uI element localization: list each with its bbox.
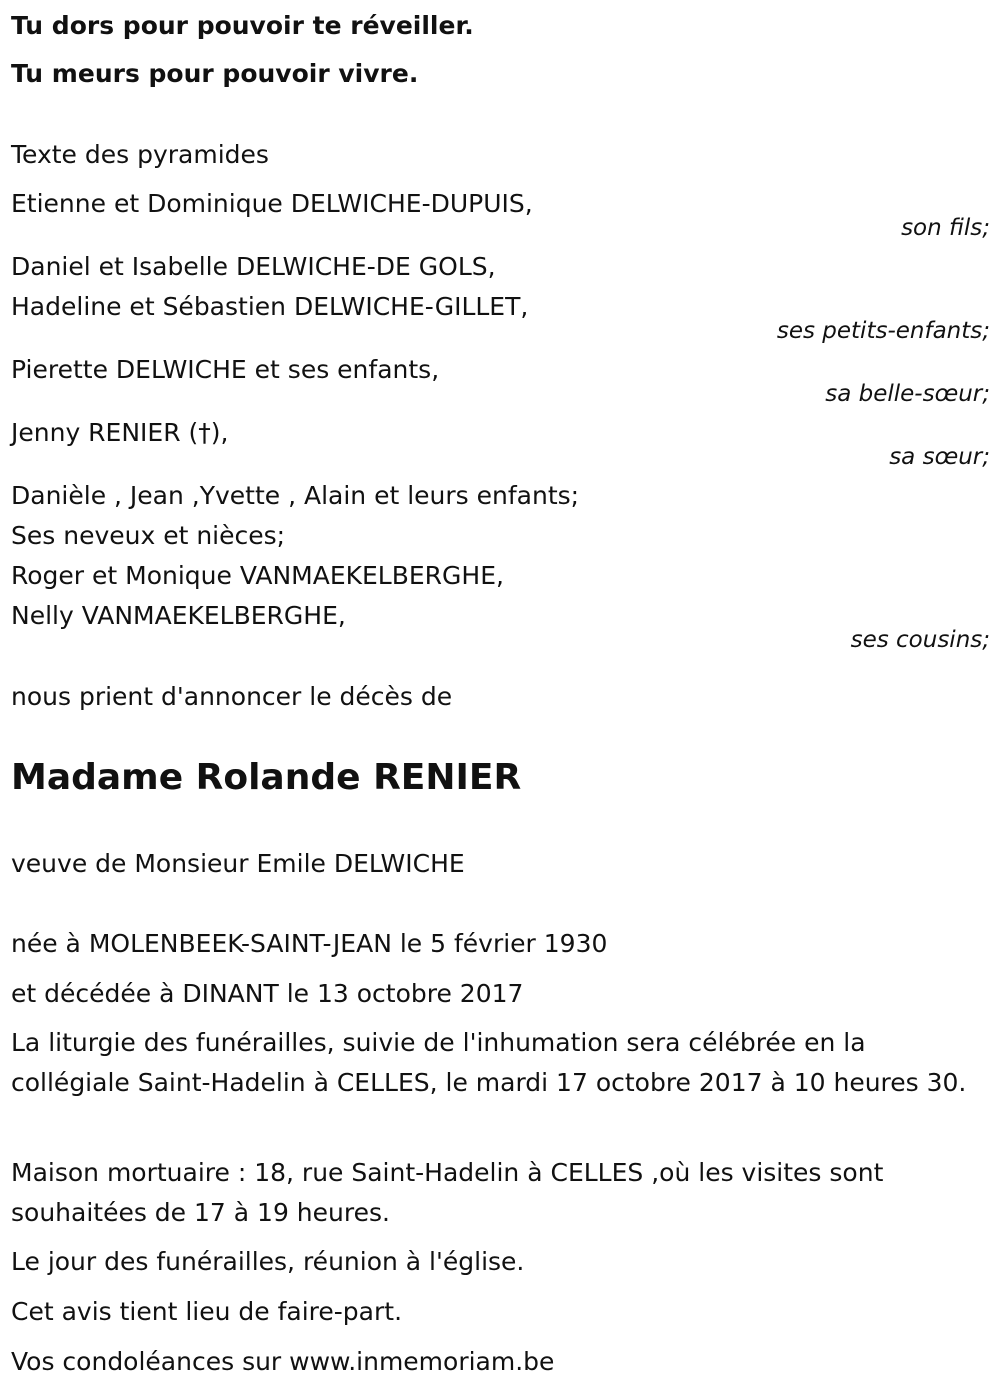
quote-line-1: Tu dors pour pouvoir te réveiller. (11, 11, 474, 40)
deceased-born: née à MOLENBEEK-SAINT-JEAN le 5 février 1930 (11, 929, 608, 958)
funeral-details: La liturgie des funérailles, suivie de l'inhumation sera célébrée en la collégiale Saint-Hadelin à CELLES, le mardi 17 octobre 2017 à 10 heures 30. (11, 1028, 967, 1097)
family-cousins-line-2: Nelly VANMAEKELBERGHE, (11, 601, 346, 630)
family-son-relation: son fils; (901, 215, 990, 241)
family-grandchildren-line-1: Daniel et Isabelle DELWICHE-DE GOLS, (11, 252, 496, 281)
family-cousins-line-1: Roger et Monique VANMAEKELBERGHE, (11, 561, 504, 590)
deceased-widow-of: veuve de Monsieur Emile DELWICHE (11, 849, 465, 878)
mortuary-details: Maison mortuaire : 18, rue Saint-Hadelin à CELLES ,où les visites sont souhaitées de 17 à 19 heures. (11, 1158, 884, 1227)
meeting-details: Le jour des funérailles, réunion à l'église. (11, 1247, 525, 1276)
family-son-names: Etienne et Dominique DELWICHE-DUPUIS, (11, 189, 533, 218)
family-others-line-2: Ses neveux et nièces; (11, 521, 286, 550)
deceased-name: Madame Rolande RENIER (11, 757, 522, 798)
family-cousins-relation: ses cousins; (850, 627, 990, 653)
quote-line-2: Tu meurs pour pouvoir vivre. (11, 59, 419, 88)
family-grandchildren-line-2: Hadeline et Sébastien DELWICHE-GILLET, (11, 292, 529, 321)
family-sisterinlaw-relation: sa belle-sœur; (825, 381, 990, 407)
family-sister-names: Jenny RENIER (†), (11, 418, 229, 447)
condolences-text: Vos condoléances sur www.inmemoriam.be (11, 1347, 555, 1376)
notice-text: Cet avis tient lieu de faire-part. (11, 1297, 403, 1326)
deceased-died: et décédée à DINANT le 13 octobre 2017 (11, 979, 524, 1008)
announcement-text: nous prient d'annoncer le décès de (11, 682, 453, 711)
family-sisterinlaw-names: Pierette DELWICHE et ses enfants, (11, 355, 440, 384)
family-grandchildren-relation: ses petits-enfants; (776, 318, 990, 344)
quote-source: Texte des pyramides (11, 140, 269, 169)
family-others-line-1: Danièle , Jean ,Yvette , Alain et leurs enfants; (11, 481, 580, 510)
family-sister-relation: sa sœur; (889, 444, 990, 470)
